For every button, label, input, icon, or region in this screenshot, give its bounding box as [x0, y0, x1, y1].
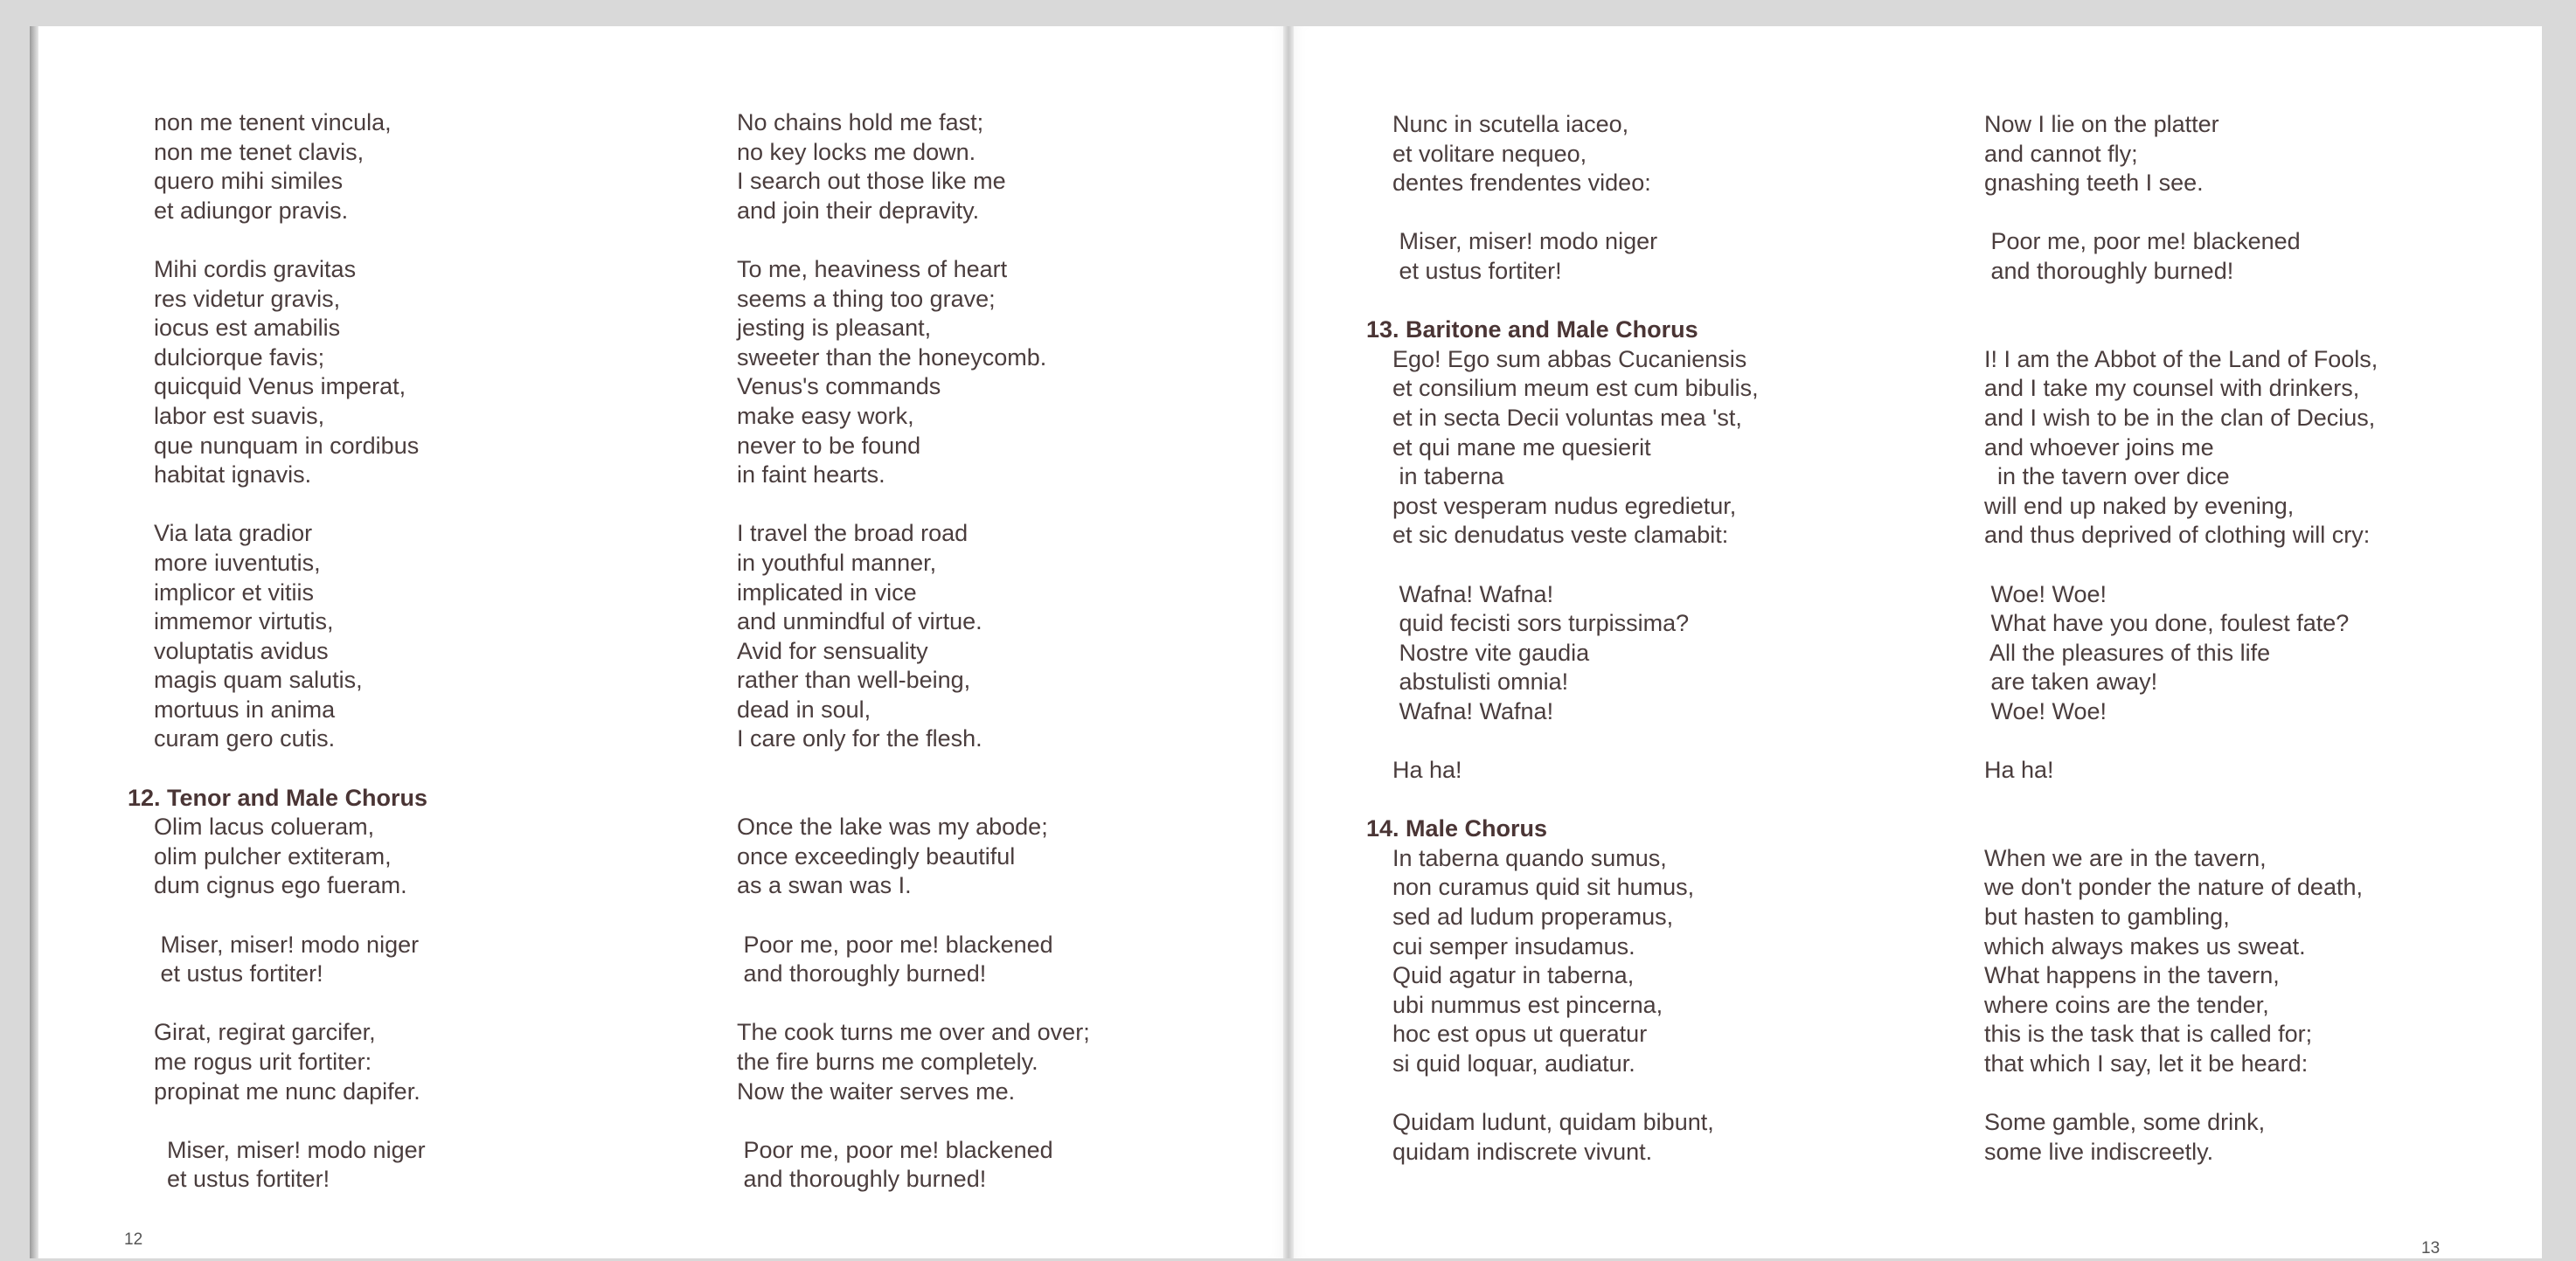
text-line: are taken away!	[1984, 669, 2158, 696]
text-line: quid fecisti sors turpissima?	[1366, 610, 1690, 637]
text-line: et consilium meum est cum bibulis,	[1366, 375, 1759, 402]
text-line: in youthful manner,	[737, 549, 937, 576]
book-spine	[1283, 26, 1294, 1258]
text-line: magis quam salutis,	[128, 667, 363, 694]
text-line	[1366, 551, 1759, 580]
text-line	[128, 901, 427, 931]
text-line: rather than well-being,	[737, 667, 971, 694]
text-line: as a swan was I.	[737, 872, 912, 899]
text-line: in faint hearts.	[737, 461, 885, 488]
text-line: Some gamble, some drink,	[1984, 1109, 2266, 1136]
text-line: and unmindful of virtue.	[737, 608, 982, 635]
text-line: implicor et vitiis	[128, 579, 315, 606]
text-line: curam gero cutis.	[128, 725, 336, 752]
text-line	[128, 989, 427, 1019]
text-line	[737, 490, 1090, 520]
text-line: and join their depravity.	[737, 197, 980, 224]
text-line: quicquid Venus imperat,	[128, 373, 406, 400]
text-line: Olim lacus colueram,	[128, 814, 375, 841]
text-line: Ego! Ego sum abbas Cucaniensis	[1366, 345, 1747, 372]
text-line: et ustus fortiter!	[1366, 257, 1562, 284]
text-line: Avid for sensuality	[737, 637, 928, 664]
text-line: Venus's commands	[737, 373, 941, 400]
text-line	[1984, 814, 2378, 844]
left-english-column	[737, 108, 1090, 1195]
text-line: To me, heaviness of heart	[737, 255, 1008, 282]
text-line	[128, 490, 427, 520]
text-line: Ha ha!	[1366, 757, 1462, 784]
text-line: abstulisti omnia!	[1366, 669, 1569, 696]
text-line: que nunquam in cordibus	[128, 432, 420, 459]
text-line: and whoever joins me	[1984, 433, 2214, 461]
text-line: All the pleasures of this life	[1984, 639, 2271, 666]
text-line: What have you done, foulest fate?	[1984, 610, 2350, 637]
text-line: Once the lake was my abode;	[737, 814, 1048, 841]
text-line	[1984, 1079, 2378, 1109]
text-line: once exceedingly beautiful	[737, 842, 1016, 870]
text-line: post vesperam nudus egredietur,	[1366, 492, 1737, 519]
text-line: The cook turns me over and over;	[737, 1019, 1090, 1046]
text-line: I search out those like me	[737, 168, 1006, 195]
text-line: will end up naked by evening,	[1984, 492, 2295, 519]
text-line: the fire burns me completely.	[737, 1049, 1038, 1075]
text-line: sweeter than the honeycomb.	[737, 343, 1047, 371]
text-line: res videtur gravis,	[128, 285, 341, 312]
text-line: Wafna! Wafna!	[1366, 697, 1554, 724]
text-line: Nunc in scutella iaceo,	[1366, 111, 1629, 137]
text-line: that which I say, let it be heard:	[1984, 1050, 2309, 1077]
text-line: but hasten to gambling,	[1984, 904, 2230, 931]
text-line: Now the waiter serves me.	[737, 1077, 1016, 1105]
text-line: gnashing teeth I see.	[1984, 170, 2204, 197]
text-line: ubi nummus est pincerna,	[1366, 991, 1663, 1018]
text-line: Poor me, poor me! blackened	[737, 1136, 1053, 1163]
text-line: Poor me, poor me! blackened	[737, 931, 1053, 958]
text-line: we don't ponder the nature of death,	[1984, 874, 2363, 901]
text-line: dum cignus ego fueram.	[128, 872, 407, 899]
text-line: dulciorque favis;	[128, 343, 325, 371]
text-line: propinat me nunc dapifer.	[128, 1077, 420, 1105]
text-line: cui semper insudamus.	[1366, 932, 1635, 960]
section-heading: 12. Tenor and Male Chorus	[128, 784, 428, 811]
text-line: mortuus in anima	[128, 696, 336, 723]
text-line: Ha ha!	[1984, 757, 2054, 784]
text-line	[1366, 1079, 1759, 1109]
text-line	[737, 784, 1090, 814]
section-heading: 14. Male Chorus	[1366, 815, 1548, 842]
text-line: et qui mane me quesierit	[1366, 433, 1651, 461]
text-line: Quid agatur in taberna,	[1366, 962, 1635, 989]
section-heading: 13. Baritone and Male Chorus	[1366, 316, 1698, 343]
text-line: et in secta Decii voluntas mea 'st,	[1366, 404, 1742, 431]
text-line: jesting is pleasant,	[737, 315, 932, 342]
text-line: et sic denudatus veste clamabit:	[1366, 522, 1729, 549]
text-line: What happens in the tavern,	[1984, 962, 2280, 989]
text-line: sed ad ludum properamus,	[1366, 904, 1674, 931]
text-line: Nostre vite gaudia	[1366, 639, 1590, 666]
text-line	[128, 225, 427, 255]
text-line	[1366, 786, 1759, 815]
text-line	[1984, 315, 2378, 345]
text-line: non me tenent vincula,	[128, 109, 392, 135]
text-line	[737, 225, 1090, 255]
left-latin-column	[128, 108, 427, 1195]
text-line	[128, 754, 427, 784]
text-line: Woe! Woe!	[1984, 697, 2107, 724]
text-line: some live indiscreetly.	[1984, 1138, 2214, 1165]
text-line: Miser, miser! modo niger	[128, 1136, 426, 1163]
text-line: voluptatis avidus	[128, 637, 329, 664]
text-line: seems a thing too grave;	[737, 285, 996, 312]
text-line: et volitare nequeo,	[1366, 140, 1587, 167]
text-line: and I take my counsel with drinkers,	[1984, 375, 2360, 402]
text-line: Mihi cordis gravitas	[128, 255, 357, 282]
text-line	[737, 1106, 1090, 1136]
text-line: non me tenet clavis,	[128, 138, 365, 165]
text-line: iocus est amabilis	[128, 315, 341, 342]
text-line: Wafna! Wafna!	[1366, 580, 1554, 607]
text-line: et ustus fortiter!	[128, 1166, 330, 1193]
text-line: where coins are the tender,	[1984, 991, 2269, 1018]
text-line: Girat, regirat garcifer,	[128, 1019, 376, 1046]
right-latin-column	[1366, 110, 1759, 1167]
text-line	[1984, 551, 2378, 580]
text-line: hoc est opus ut queratur	[1366, 1021, 1648, 1048]
text-line: in the tavern over dice	[1984, 463, 2230, 490]
text-line	[1366, 198, 1759, 228]
text-line: non curamus quid sit humus,	[1366, 874, 1695, 901]
text-line: more iuventutis,	[128, 549, 321, 576]
text-line: me rogus urit fortiter:	[128, 1049, 372, 1075]
text-line: et adiungor pravis.	[128, 197, 349, 224]
text-line: Miser, miser! modo niger	[128, 931, 420, 958]
text-line	[737, 754, 1090, 784]
text-line	[1366, 726, 1759, 756]
text-line: habitat ignavis.	[128, 461, 312, 488]
text-line: Now I lie on the platter	[1984, 111, 2219, 137]
text-line: and thoroughly burned!	[1984, 257, 2234, 284]
text-line: I! I am the Abbot of the Land of Fools,	[1984, 345, 2378, 372]
page-number-left: 12	[124, 1230, 143, 1249]
text-line: When we are in the tavern,	[1984, 844, 2267, 871]
text-line: immemor virtutis,	[128, 608, 334, 635]
text-line	[737, 989, 1090, 1019]
text-line	[1366, 287, 1759, 316]
text-line: and thoroughly burned!	[737, 960, 987, 987]
text-line: I care only for the flesh.	[737, 725, 982, 752]
right-english-column	[1984, 110, 2378, 1167]
text-line: quero mihi similes	[128, 168, 344, 195]
text-line	[1984, 726, 2378, 756]
text-line: and thus deprived of clothing will cry:	[1984, 522, 2371, 549]
text-line: Miser, miser! modo niger	[1366, 228, 1658, 255]
text-line: Quidam ludunt, quidam bibunt,	[1366, 1109, 1714, 1136]
text-line: I travel the broad road	[737, 520, 969, 547]
text-line: no key locks me down.	[737, 138, 976, 165]
text-line: dead in soul,	[737, 696, 871, 723]
text-line	[1984, 287, 2378, 316]
text-line	[1984, 786, 2378, 815]
text-line	[737, 901, 1090, 931]
text-line	[1984, 198, 2378, 228]
text-line: dentes frendentes video:	[1366, 170, 1651, 197]
text-line: Poor me, poor me! blackened	[1984, 228, 2301, 255]
text-line: and I wish to be in the clan of Decius,	[1984, 404, 2376, 431]
page-number-right: 13	[2421, 1239, 2441, 1258]
text-line: et ustus fortiter!	[128, 960, 323, 987]
text-line: No chains hold me fast;	[737, 109, 984, 135]
text-line: olim pulcher extiteram,	[128, 842, 392, 870]
text-line: Woe! Woe!	[1984, 580, 2107, 607]
text-line: make easy work,	[737, 402, 914, 429]
text-line: in taberna	[1366, 463, 1504, 490]
text-line: and cannot fly;	[1984, 140, 2138, 167]
book-left-edge	[30, 26, 38, 1258]
text-line: which always makes us sweat.	[1984, 932, 2306, 960]
text-line: this is the task that is called for;	[1984, 1021, 2313, 1048]
text-line	[128, 1106, 427, 1136]
text-line: Via lata gradior	[128, 520, 313, 547]
text-line: implicated in vice	[737, 579, 917, 606]
text-line: and thoroughly burned!	[737, 1166, 987, 1193]
text-line: quidam indiscrete vivunt.	[1366, 1138, 1653, 1165]
text-line: si quid loquar, audiatur.	[1366, 1050, 1635, 1077]
text-line: never to be found	[737, 432, 921, 459]
text-line: In taberna quando sumus,	[1366, 844, 1667, 871]
text-line: labor est suavis,	[128, 402, 325, 429]
